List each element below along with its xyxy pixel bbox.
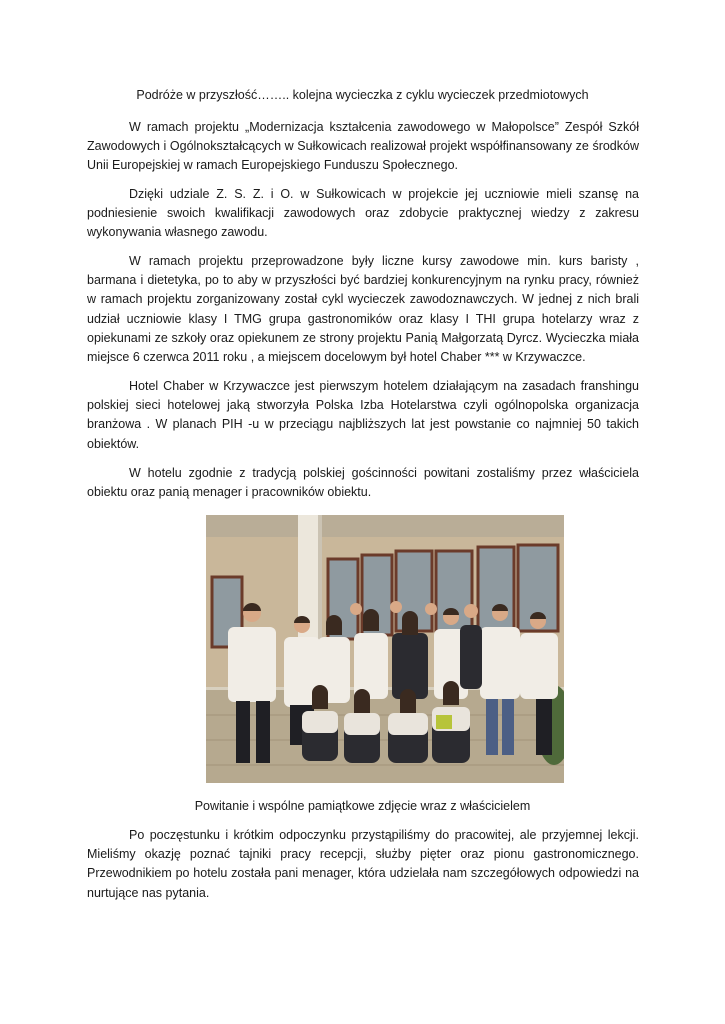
photo-caption: Powitanie i wspólne pamiątkowe zdjęcie wraz z właścicielem xyxy=(194,799,531,813)
paragraph-welcome: W hotelu zgodnie z tradycją polskiej gościnności powitani zostaliśmy przez właściciela obiektu oraz panią menager i pracowników obiektu. xyxy=(87,466,639,500)
document-title: Podróże w przyszłość…….. kolejna wycieczka z cyklu wycieczek przedmiotowych xyxy=(136,88,589,102)
paragraph-hotel-chaber: Hotel Chaber w Krzywaczce jest pierwszym hotelem działającym na zasadach franshingu polskiej sieci hotelowej jaką stworzyła Polska Izba Hotelarstwa czyli ogólnopolska organizacja branżowa . W planach PIH -u w przeciągu najbliższych lat jest powstanie co najmniej 50 takich obiektów. xyxy=(87,379,639,451)
paragraph-project-intro: W ramach projektu „Modernizacja kształcenia zawodowego w Małopolsce” Zespół Szkół Zawodowych i Ogólnokształcących w Sułkowicach realizował projekt współfinansowany ze środków Unii Europejskiej w ramach Europejskiego Funduszu Społecznego. xyxy=(87,120,639,173)
group-photo xyxy=(206,515,564,783)
paragraph-closing: Po poczęstunku i krótkim odpoczynku przystąpiliśmy do pracowitej, ale przyjemnej lekcji. Mieliśmy okazję poznać tajniki pracy recepcji, służby pięter oraz pionu gastronomicznego. Przewodnikiem po hotelu została pani menager, która udzielała nam szczegółowych odpowiedzi na nurtujące nas pytania. xyxy=(87,828,639,900)
paragraph-participation: Dzięki udziale Z. S. Z. i O. w Sułkowicach w projekcie jej uczniowie mieli szansę na podniesienie swoich kwalifikacji zawodowych oraz zdobycie praktycznej wiedzy z zakresu wykonywania własnego zawodu. xyxy=(87,187,639,240)
paragraph-courses-trip: W ramach projektu przeprowadzone były liczne kursy zawodowe min. kurs baristy , barmana i dietetyka, po to aby w przyszłości być bardziej konkurencyjnym na rynku pracy, również w ramach projektu zorganizowany został cykl wycieczek zawodoznawczych. W jednej z nich brali udział uczniowie klasy I TMG grupa gastronomików oraz klasy I THI grupa hotelarzy wraz z opiekunami ze szkoły oraz opiekunem ze strony projektu Panią Małgorzatą Dyrcz. Wycieczka miała miejsce 6 czerwca 2011 roku , a miejscem docelowym był hotel Chaber *** w Krzywaczce. xyxy=(87,254,639,365)
